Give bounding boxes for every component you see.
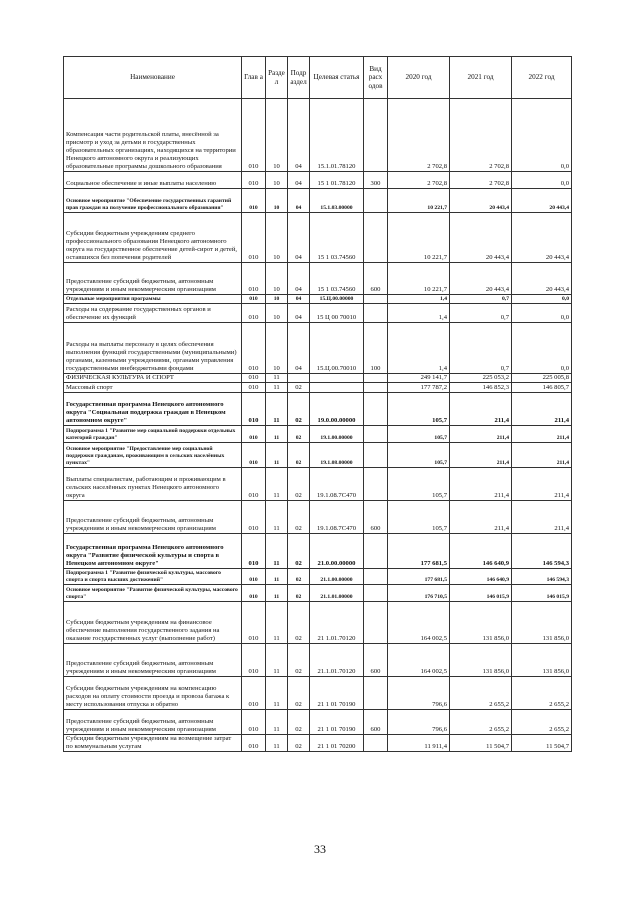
row-target: 21.1.01.00000 <box>310 585 364 602</box>
table-row <box>64 585 572 602</box>
row-glava: 010 <box>242 468 266 501</box>
row-name: Подпрограмма 1 "Развитие мер социальной поддержки отдельных категорий граждан" <box>64 426 242 443</box>
row-2022: 0,0 <box>512 172 572 189</box>
row-podrazdel: 02 <box>288 602 310 644</box>
row-target: 15 1 01.78120 <box>310 172 364 189</box>
row-2021: 2 655,2 <box>450 710 512 735</box>
row-target: 21 1.01.70120 <box>310 602 364 644</box>
row-2020: 105,7 <box>388 468 450 501</box>
row-razdel: 10 <box>266 172 288 189</box>
row-target: 21.1.01.70120 <box>310 644 364 677</box>
row-podrazdel: 02 <box>288 393 310 426</box>
row-name: Компенсация части родительской платы, внесённой за присмотр и уход за детьми в государственных образовательных организациях, находящихся на территории Ненецкого автономного округа и реализующих образовательные программы дошкольного образования <box>64 99 242 172</box>
row-podrazdel: 02 <box>288 534 310 569</box>
table-row <box>64 263 572 295</box>
row-2021: 146 852,3 <box>450 383 512 393</box>
row-podrazdel: 02 <box>288 426 310 443</box>
row-expense-type <box>364 602 388 644</box>
row-razdel: 10 <box>266 189 288 213</box>
row-2022: 146 594,3 <box>512 569 572 585</box>
row-razdel: 11 <box>266 374 288 383</box>
row-2022: 2 655,2 <box>512 710 572 735</box>
row-target: 15.Ц.00.70010 <box>310 323 364 374</box>
row-name: Субсидии бюджетным учреждениям на компенсацию расходов на оплату стоимости проезда и провоза багажа к месту использования отпуска и обратно <box>64 677 242 710</box>
row-2021: 0,7 <box>450 295 512 304</box>
row-razdel: 11 <box>266 569 288 585</box>
row-2022: 2 655,2 <box>512 677 572 710</box>
row-2021: 146 640,9 <box>450 534 512 569</box>
row-target: 15.1.01.78120 <box>310 99 364 172</box>
row-expense-type: 600 <box>364 263 388 295</box>
table-row <box>64 99 572 172</box>
row-podrazdel: 02 <box>288 501 310 534</box>
row-2022: 146 594,3 <box>512 534 572 569</box>
row-2020: 177 787,2 <box>388 383 450 393</box>
table-row <box>64 501 572 534</box>
row-2020: 177 681,5 <box>388 569 450 585</box>
row-razdel: 11 <box>266 710 288 735</box>
row-name: Государственная программа Ненецкого автономного округа "Социальная поддержка граждан в Ненецком автономном округе" <box>64 393 242 426</box>
row-podrazdel: 02 <box>288 585 310 602</box>
table-row <box>64 213 572 263</box>
row-2021: 20 443,4 <box>450 213 512 263</box>
budget-table <box>63 56 572 752</box>
row-2022: 146 015,9 <box>512 585 572 602</box>
header-expense-type: Вид расх одов <box>364 57 388 99</box>
header-razdel: Разде л <box>266 57 288 99</box>
table-row <box>64 569 572 585</box>
row-expense-type: 100 <box>364 323 388 374</box>
row-2022: 211,4 <box>512 443 572 468</box>
row-expense-type: 300 <box>364 172 388 189</box>
header-podrazdel: Подр аздел <box>288 57 310 99</box>
table-row <box>64 710 572 735</box>
row-name: Выплаты специалистам, работающим и проживающим в сельских населённых пунктах Ненецкого автономного округа <box>64 468 242 501</box>
row-2022: 0,0 <box>512 323 572 374</box>
page-number: 33 <box>314 842 326 856</box>
row-name: Субсидии бюджетным учреждениям на финансовое обеспечение выполнения государственного задания на оказание государственных услуг (выполнение работ) <box>64 602 242 644</box>
row-name: Предоставление субсидий бюджетным, автономным учреждениям и иным некоммерческим организациям <box>64 710 242 735</box>
row-podrazdel: 04 <box>288 99 310 172</box>
row-razdel: 10 <box>266 323 288 374</box>
row-glava: 010 <box>242 172 266 189</box>
row-name: Предоставление субсидий бюджетным, автономным учреждениям и иным некоммерческим организациям <box>64 501 242 534</box>
row-podrazdel <box>288 374 310 383</box>
row-razdel: 11 <box>266 383 288 393</box>
row-razdel: 10 <box>266 213 288 263</box>
row-razdel: 11 <box>266 677 288 710</box>
row-expense-type: 600 <box>364 644 388 677</box>
row-expense-type <box>364 374 388 383</box>
row-glava: 010 <box>242 383 266 393</box>
row-2020: 164 002,5 <box>388 602 450 644</box>
table-row <box>64 374 572 383</box>
header-glava: Глав а <box>242 57 266 99</box>
row-podrazdel: 02 <box>288 443 310 468</box>
row-2021: 2 702,8 <box>450 172 512 189</box>
row-razdel: 11 <box>266 393 288 426</box>
row-2020: 1,4 <box>388 304 450 323</box>
row-glava: 010 <box>242 304 266 323</box>
row-2021: 146 640,9 <box>450 569 512 585</box>
row-expense-type <box>364 295 388 304</box>
row-podrazdel: 02 <box>288 569 310 585</box>
row-expense-type <box>364 585 388 602</box>
row-2022: 131 856,0 <box>512 602 572 644</box>
table-row <box>64 304 572 323</box>
header-2021: 2021 год <box>450 57 512 99</box>
table-row <box>64 468 572 501</box>
row-name: Субсидии бюджетным учреждениям на возмещение затрат по коммунальным услугам <box>64 735 242 752</box>
row-razdel: 11 <box>266 534 288 569</box>
row-2021: 2 655,2 <box>450 677 512 710</box>
row-glava: 010 <box>242 213 266 263</box>
table-row <box>64 295 572 304</box>
row-name: Предоставление субсидий бюджетным, автономным учреждениям и иным некоммерческим организациям <box>64 644 242 677</box>
row-2020: 105,7 <box>388 501 450 534</box>
table-row <box>64 443 572 468</box>
row-name: Основное мероприятие "Обеспечение государственных гарантий прав граждан на получение профессионального образования" <box>64 189 242 213</box>
table-row <box>64 644 572 677</box>
row-expense-type: 600 <box>364 501 388 534</box>
row-target: 21 1 01 70190 <box>310 677 364 710</box>
header-2022: 2022 год <box>512 57 572 99</box>
row-2021: 211,4 <box>450 468 512 501</box>
row-2020: 796,6 <box>388 677 450 710</box>
row-2021: 211,4 <box>450 443 512 468</box>
row-2022: 20 443,4 <box>512 189 572 213</box>
row-2021: 211,4 <box>450 426 512 443</box>
row-name: Расходы на содержание государственных органов и обеспечение их функций <box>64 304 242 323</box>
row-2022: 131 856,0 <box>512 644 572 677</box>
header-target: Целевая статья <box>310 57 364 99</box>
row-name: Основное мероприятие "Предоставление мер социальной поддержки гражданам, проживающим в сельских населённых пунктах" <box>64 443 242 468</box>
row-glava: 010 <box>242 602 266 644</box>
table-row <box>64 172 572 189</box>
row-podrazdel: 04 <box>288 295 310 304</box>
row-glava: 010 <box>242 569 266 585</box>
row-2020: 2 702,8 <box>388 172 450 189</box>
row-target: 19.1.08.00000 <box>310 443 364 468</box>
row-target: 21 1 01 70200 <box>310 735 364 752</box>
row-name: Подпрограмма 1 "Развитие физической культуры, массового спорта и спорта высших достижений" <box>64 569 242 585</box>
row-2020: 10 221,7 <box>388 213 450 263</box>
row-2020: 105,7 <box>388 426 450 443</box>
row-podrazdel: 04 <box>288 263 310 295</box>
row-glava: 010 <box>242 99 266 172</box>
row-podrazdel: 04 <box>288 304 310 323</box>
row-glava: 010 <box>242 710 266 735</box>
table-row <box>64 393 572 426</box>
budget-sheet <box>63 56 572 752</box>
row-name: Отдельные мероприятия программы <box>64 295 242 304</box>
row-2020: 796,6 <box>388 710 450 735</box>
row-razdel: 10 <box>266 263 288 295</box>
row-glava: 010 <box>242 189 266 213</box>
table-row <box>64 383 572 393</box>
row-2022: 20 443,4 <box>512 263 572 295</box>
table-body <box>64 99 572 752</box>
row-expense-type <box>364 393 388 426</box>
row-glava: 010 <box>242 323 266 374</box>
row-podrazdel: 02 <box>288 644 310 677</box>
row-target: 19.1.08.7С470 <box>310 501 364 534</box>
row-2022: 211,4 <box>512 426 572 443</box>
row-name: Государственная программа Ненецкого автономного округа "Развитие физической культуры и спорта в Ненецком автономном округе" <box>64 534 242 569</box>
row-name: ФИЗИЧЕСКАЯ КУЛЬТУРА И СПОРТ <box>64 374 242 383</box>
row-2021: 211,4 <box>450 393 512 426</box>
row-2022: 211,4 <box>512 501 572 534</box>
row-2020: 2 702,8 <box>388 99 450 172</box>
row-name: Предоставление субсидий бюджетным, автономным учреждениям и иным некоммерческим организациям <box>64 263 242 295</box>
row-target: 19.1.00.00000 <box>310 426 364 443</box>
row-razdel: 11 <box>266 602 288 644</box>
row-name: Расходы на выплаты персоналу в целях обеспечения выполнения функций государственными (муниципальными) органами, казенными учреждениями, органами управления государственными внебюджетными фондами <box>64 323 242 374</box>
row-name: Основное мероприятие "Развитие физической культуры, массового спорта" <box>64 585 242 602</box>
row-podrazdel: 04 <box>288 213 310 263</box>
row-expense-type <box>364 304 388 323</box>
row-2021: 211,4 <box>450 501 512 534</box>
row-razdel: 11 <box>266 644 288 677</box>
row-expense-type <box>364 99 388 172</box>
row-2020: 249 141,7 <box>388 374 450 383</box>
row-2020: 105,7 <box>388 393 450 426</box>
row-2022: 20 443,4 <box>512 213 572 263</box>
row-expense-type <box>364 534 388 569</box>
row-2022: 211,4 <box>512 468 572 501</box>
row-glava: 010 <box>242 374 266 383</box>
row-glava: 010 <box>242 644 266 677</box>
row-name: Массовый спорт <box>64 383 242 393</box>
row-podrazdel: 02 <box>288 735 310 752</box>
row-2022: 0,0 <box>512 304 572 323</box>
row-2020: 105,7 <box>388 443 450 468</box>
row-target: 21 1 01 70190 <box>310 710 364 735</box>
row-target: 21.0.00.00000 <box>310 534 364 569</box>
row-expense-type <box>364 569 388 585</box>
row-2020: 10 221,7 <box>388 263 450 295</box>
table-row <box>64 534 572 569</box>
row-target: 19.1.08.7С470 <box>310 468 364 501</box>
row-2022: 11 504,7 <box>512 735 572 752</box>
row-target: 15 1 03.74560 <box>310 213 364 263</box>
row-2020: 1,4 <box>388 323 450 374</box>
row-2020: 1,4 <box>388 295 450 304</box>
table-row <box>64 602 572 644</box>
row-2021: 11 504,7 <box>450 735 512 752</box>
row-target: 15.Ц.00.00000 <box>310 295 364 304</box>
row-2021: 2 702,8 <box>450 99 512 172</box>
row-glava: 010 <box>242 263 266 295</box>
row-target: 15 1 03.74560 <box>310 263 364 295</box>
row-target <box>310 383 364 393</box>
row-glava: 010 <box>242 393 266 426</box>
row-expense-type <box>364 735 388 752</box>
row-expense-type <box>364 468 388 501</box>
header-2020: 2020 год <box>388 57 450 99</box>
row-razdel: 11 <box>266 585 288 602</box>
row-glava: 010 <box>242 677 266 710</box>
table-row <box>64 426 572 443</box>
row-2021: 131 856,0 <box>450 602 512 644</box>
row-expense-type <box>364 426 388 443</box>
row-target: 15.1.03.00000 <box>310 189 364 213</box>
row-podrazdel: 04 <box>288 172 310 189</box>
table-row <box>64 735 572 752</box>
row-podrazdel: 02 <box>288 468 310 501</box>
row-glava: 010 <box>242 534 266 569</box>
row-2020: 177 681,5 <box>388 534 450 569</box>
row-expense-type: 600 <box>364 710 388 735</box>
row-2022: 225 005,8 <box>512 374 572 383</box>
row-2021: 131 856,0 <box>450 644 512 677</box>
row-2020: 176 710,5 <box>388 585 450 602</box>
row-target: 19.0.00.00000 <box>310 393 364 426</box>
table-row <box>64 189 572 213</box>
row-podrazdel: 02 <box>288 677 310 710</box>
row-podrazdel: 02 <box>288 383 310 393</box>
row-name: Социальное обеспечение и иные выплаты населению <box>64 172 242 189</box>
row-expense-type <box>364 213 388 263</box>
row-2021: 225 053,2 <box>450 374 512 383</box>
row-2022: 0,0 <box>512 295 572 304</box>
row-podrazdel: 04 <box>288 323 310 374</box>
row-razdel: 11 <box>266 426 288 443</box>
row-2021: 0,7 <box>450 304 512 323</box>
row-glava: 010 <box>242 443 266 468</box>
row-razdel: 11 <box>266 735 288 752</box>
row-razdel: 11 <box>266 443 288 468</box>
row-glava: 010 <box>242 295 266 304</box>
row-target: 21.1.00.00000 <box>310 569 364 585</box>
row-podrazdel: 02 <box>288 710 310 735</box>
row-razdel: 11 <box>266 468 288 501</box>
row-2021: 20 443,4 <box>450 189 512 213</box>
table-header-row <box>64 57 572 99</box>
header-name: Наименование <box>64 57 242 99</box>
row-glava: 010 <box>242 501 266 534</box>
row-target: 15 Ц 00 70010 <box>310 304 364 323</box>
row-2020: 10 221,7 <box>388 189 450 213</box>
row-glava: 010 <box>242 735 266 752</box>
row-expense-type <box>364 443 388 468</box>
row-2021: 20 443,4 <box>450 263 512 295</box>
row-razdel: 11 <box>266 501 288 534</box>
table-row <box>64 323 572 374</box>
row-podrazdel: 04 <box>288 189 310 213</box>
row-2021: 0,7 <box>450 323 512 374</box>
row-expense-type <box>364 383 388 393</box>
row-2022: 146 805,7 <box>512 383 572 393</box>
row-2022: 211,4 <box>512 393 572 426</box>
row-glava: 010 <box>242 585 266 602</box>
row-razdel: 10 <box>266 295 288 304</box>
row-razdel: 10 <box>266 99 288 172</box>
row-target <box>310 374 364 383</box>
row-2020: 164 002,5 <box>388 644 450 677</box>
row-razdel: 10 <box>266 304 288 323</box>
row-2021: 146 015,9 <box>450 585 512 602</box>
row-expense-type <box>364 189 388 213</box>
row-name: Субсидии бюджетным учреждениям среднего профессионального образования Ненецкого автономного округа на государственное обеспечение детей-сирот и детей, оставшихся без попечения родителей <box>64 213 242 263</box>
row-2020: 11 911,4 <box>388 735 450 752</box>
row-glava: 010 <box>242 426 266 443</box>
row-2022: 0,0 <box>512 99 572 172</box>
row-expense-type <box>364 677 388 710</box>
table-row <box>64 677 572 710</box>
